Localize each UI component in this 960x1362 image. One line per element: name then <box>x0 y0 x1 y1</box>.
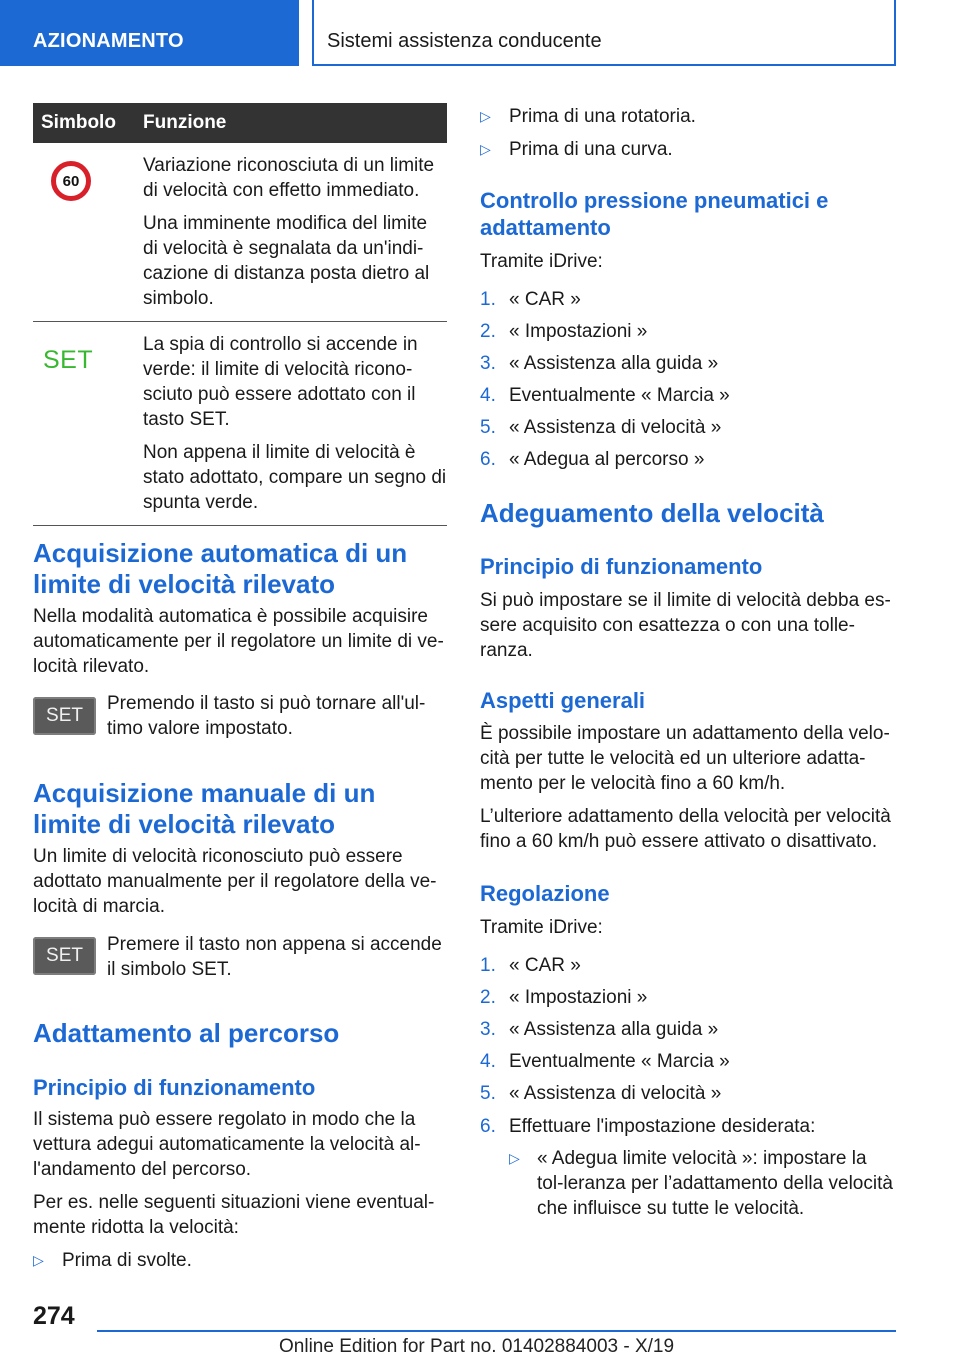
paragraph: Si può impostare se il limite di velocità debba es-sere acquisito con esattezza o con una tolle-ranza. <box>480 590 891 661</box>
footer-edition: Online Edition for Part no. 01402884003 - X/19 <box>279 1336 675 1357</box>
list-item: ▷ « Adegua limite velocità »: impostare la tol-leranza per l’adattamento della velocità che influisce su tutte le velocità. <box>509 1148 893 1219</box>
table-header-function: Funzione <box>133 103 447 143</box>
row-text: Una imminente modifica del limite di velocità è segnalata da un'indi-cazione di distanza posta dietro al simbolo. <box>143 213 430 309</box>
paragraph: Premendo il tasto si può tornare all'ul-timo valore impostato. <box>107 693 426 739</box>
heading-manual-acquisition: Acquisizione manuale di un limite di velocità rilevato <box>33 778 376 839</box>
speed-limit-sign-icon: 60 <box>51 161 91 201</box>
chapter-title: Sistemi assistenza conducente <box>312 0 896 66</box>
page-number: 274 <box>33 1302 75 1330</box>
triangle-bullet-icon: ▷ <box>480 108 491 124</box>
paragraph: Un limite di velocità riconosciuto può essere adottato manualmente per il regolatore della ve-locità di marcia. <box>33 846 437 917</box>
set-button-icon: SET <box>33 937 96 975</box>
paragraph: Premere il tasto non appena si accende il simbolo SET. <box>107 934 442 980</box>
table-row <box>33 322 447 526</box>
subheading: Regolazione <box>480 881 610 906</box>
triangle-bullet-icon: ▷ <box>509 1150 520 1166</box>
paragraph: È possibile impostare un adattamento della velo-cità per tutte le velocità ed un ulteriore adatta-mento per le velocità fino a 60 km/h. <box>480 723 890 794</box>
heading-auto-acquisition: Acquisizione automatica di un limite di velocità rilevato <box>33 538 408 599</box>
row-text: La spia di controllo si accende in verde: il limite di velocità ricono-sciuto può essere adottato con il tasto SET. <box>143 334 418 430</box>
set-indicator-icon: SET <box>43 346 94 374</box>
section-tab: AZIONAMENTO <box>0 0 299 66</box>
row-text: Non appena il limite di velocità è stato adottato, compare un segno di spunta verde. <box>143 442 447 513</box>
heading-speed-adaptation: Adeguamento della velocità <box>480 498 824 528</box>
row-text: Variazione riconosciuta di un limite di velocità con effetto immediato. <box>143 155 435 201</box>
set-button-icon: SET <box>33 697 96 735</box>
triangle-bullet-icon: ▷ <box>480 141 491 157</box>
paragraph: L’ulteriore adattamento della velocità per velocità fino a 60 km/h può essere attivato o disattivato. <box>480 806 891 852</box>
paragraph: Il sistema può essere regolato in modo che la vettura adegui automaticamente la velocità al-l'andamento del percorso. <box>33 1109 421 1180</box>
symbol-table <box>33 103 447 526</box>
table-row <box>33 143 447 322</box>
heading-route-adaptation: Adattamento al percorso <box>33 1018 340 1048</box>
subheading: Principio di funzionamento <box>480 554 763 579</box>
table-header-symbol: Simbolo <box>33 103 133 143</box>
triangle-bullet-icon: ▷ <box>33 1252 44 1268</box>
paragraph: Nella modalità automatica è possibile acquisire automaticamente per il regolatore un limite di ve-locità rilevato. <box>33 606 444 677</box>
subheading: Aspetti generali <box>480 688 646 713</box>
subheading: Principio di funzionamento <box>33 1075 316 1100</box>
footer-divider <box>97 1330 896 1332</box>
heading-tire-pressure: Controllo pressione pneumatici e adattamento <box>480 188 829 240</box>
left-column <box>33 103 447 526</box>
paragraph: Per es. nelle seguenti situazioni viene eventual-mente ridotta la velocità: <box>33 1192 435 1238</box>
paragraph: Tramite iDrive: <box>480 917 603 938</box>
paragraph: Tramite iDrive: <box>480 251 603 272</box>
